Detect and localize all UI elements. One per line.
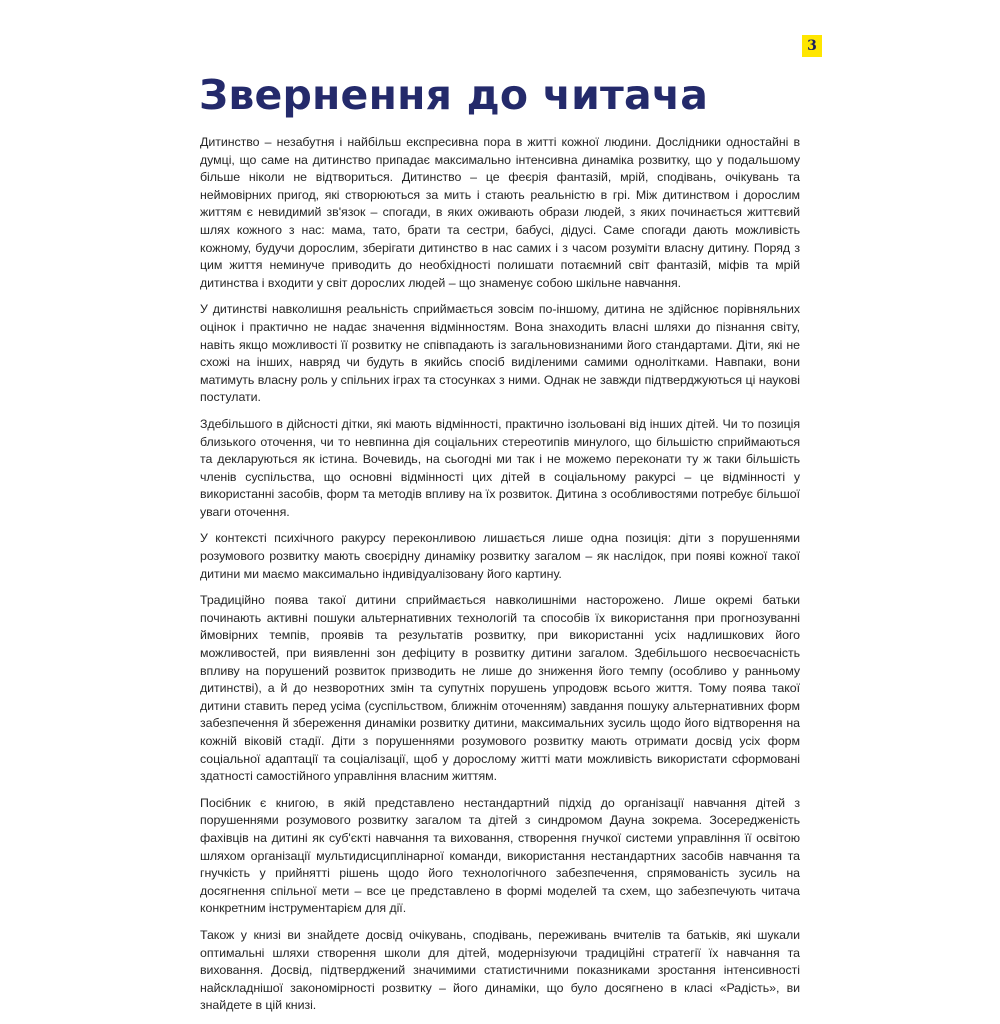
paragraph: Традиційно поява такої дитини сприймається навколишніми насторожено. Лише окремі батьки починають активні пошуки альтернативних технологій та способів їх використання при прогнозуванні ймовірних темпів, проявів та результатів розвитку, при використанні усіх надлишкових його можливостей, при виявленні зон дефіциту в розвитку дитини загалом. Здебільшого несвоєчасність впливу на порушений розвиток призводить не лише до зниження його темпу (особливо у ранньому дитинстві), а й до незворотних змін та супутніх порушень упродовж всього життя. Тому поява такої дитини ставить перед усіма (суспільством, ближнім оточенням) завдання пошуку альтернативних форм забезпечення й збереження динаміки розвитку дитини, максимальних зусиль щодо його відтворення на кожній віковій стадії. Діти з порушеннями розумового розвитку мають отримати досвід усіх форм соціальної адаптації та соціалізації, щоб у дорослому житті мати можливість використати сформовані здатності самостійного управління власним життям. [200,593,800,784]
paragraph: Посібник є книгою, в якій представлено нестандартний підхід до організації навчання дітей з порушеннями розумового розвитку загалом та дітей з синдромом Дауна зокрема. Зосередженість фахівців на дитині як суб'єкті навчання та виховання, створення гнучкої системи управління її освітою шляхом організації мультидисциплінарної команди, використання нестандартних засобів навчання та гнучкість у прийнятті рішень щодо його технологічного забезпечення, спрямованість зусиль на досягнення спільної мети – все це представлено в формі моделей та схем, що забезпечують читача конкретним інструментарієм для дії. [200,795,800,916]
paragraph: Також у книзі ви знайдете досвід очікувань, сподівань, переживань вчителів та батьків, які шукали оптимальні шляхи створення школи для дітей, модернізуючи традиційні стратегії їх навчання та виховання. Досвід, підтверджений значимими статистичними показниками зростання інтенсивності найскладнішої закономірності розвитку – його динаміки, що було досягнено в класі «Радість», ви знайдете в цій книзі. [200,927,800,1013]
paragraph: Здебільшого в дійсності дітки, які мають відмінності, практично ізольовані від інших дітей. Чи то позиція близького оточення, чи то невпинна дія соціальних стереотипів минулого, що більшістю сприймаються та декларуються як істина. Вочевидь, на сьогодні ми так і не можемо переконати ту ж таки більшість членів суспільства, що основні відмінності цих дітей в соціальному ракурсі – це відмінності у використанні засобів, форм та методів впливу на їх розвиток. Дитина з особливостями потребує більшої уваги оточення. [200,416,800,519]
body-text [200,134,800,1024]
paragraph: У дитинстві навколишня реальність сприймається зовсім по-іншому, дитина не здійснює порівняльних оцінок і практично не надає значення відмінностям. Вона знаходить власні шляхи до пізнання світу, навіть якщо можливості її розвитку не співпадають із загальновизнаними його стандартами. Діти, які не схожі на інших, навряд чи будуть в якийсь спосіб виділеними самими однолітками. Навпаки, вони матимуть власну роль у спільних іграх та стосунках з ними. Однак не завжди підтверджуються ці наукові постулати. [200,302,800,405]
page-title: Звернення до читача [199,71,709,119]
paragraph: Дитинство – незабутня і найбільш експресивна пора в житті кожної людини. Дослідники одностайні в думці, що саме на дитинство припадає максимально інтенсивна динаміка розвитку, що у подальшому більше ніколи не відтвориться. Дитинство – це феєрія фантазій, мрій, сподівань, очікувань та неймовірних пригод, які створюються за мить і стають реальністю в грі. Між дитинством і дорослим життям є невидимий зв'язок – спогади, в яких оживають образи людей, з яких починається життєвий шлях кожного з нас: мама, тато, брати та сестри, бабусі, дідусі. Саме спогади дають можливість кожному, будучи дорослим, зберігати дитинство в нас самих і з часом розуміти власну дитину. Поряд з цим життя неминуче приводить до необхідності полишати потаємний світ фантазій, міфів та мрій дитинства і входити у світ дорослих людей – що знаменує собою шкільне навчання. [200,135,800,290]
paragraph: У контексті психічного ракурсу переконливою лишається лише одна позиція: діти з порушеннями розумового розвитку мають своєрідну динаміку розвитку загалом – як наслідок, при появі кожної такої дитини ми маємо максимально індивідуалізовану його картину. [200,531,800,581]
page-number: 3 [802,35,822,57]
